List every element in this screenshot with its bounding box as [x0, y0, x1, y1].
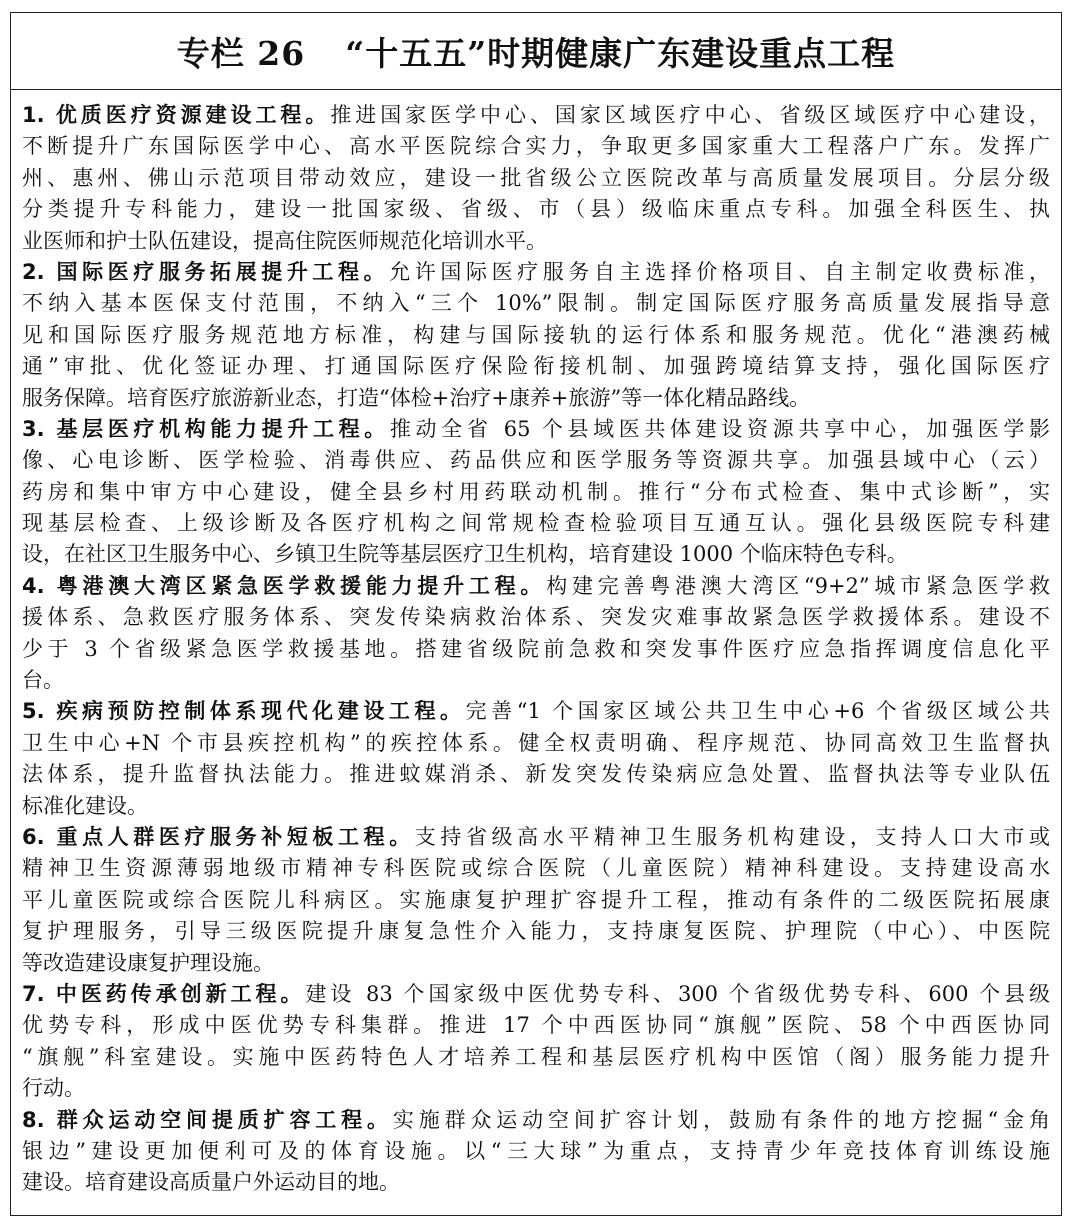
text-line [22, 539, 1050, 570]
text-line [22, 948, 1050, 979]
project-text: 设，在社区卫生服务中心、乡镇卫生院等基层医疗卫生机构，培育建设 1000 个临床特色专科。 [22, 542, 908, 567]
project-list [11, 90, 1061, 1199]
text-line [22, 1167, 1050, 1198]
project-text: 等改造建设康复护理设施。 [22, 950, 274, 975]
project-text: 援体系、急救医疗服务体系、突发传染病救治体系、突发灾难事故紧急医学救援体系。建设不 [22, 605, 1050, 630]
text-line [22, 414, 1050, 445]
project-text: 分类提升专科能力，建设一批国家级、省级、市（县）级临床重点专科。加强全科医生、执 [22, 197, 1050, 222]
project-heading: 6. 重点人群医疗服务补短板工程。 [22, 824, 415, 849]
project-text: 像、心电诊断、医学检验、消毒供应、药品供应和医学服务等资源共享。加强县域中心（云） [22, 448, 1050, 473]
project-text: 精神卫生资源薄弱地级市精神专科医院或综合医院（儿童医院）精神科建设。支持建设高水 [22, 856, 1050, 881]
project-text: 台。 [22, 668, 64, 693]
project-heading: 4. 粤港澳大湾区紧急医学救援能力提升工程。 [22, 573, 547, 598]
project-text: 服务保障。培育医疗旅游新业态，打造“体检+治疗+康养+旅游”等一体化精品路线。 [22, 385, 811, 410]
text-line [22, 288, 1050, 319]
box-title [11, 13, 1061, 90]
text-line [22, 979, 1050, 1010]
text-line [22, 759, 1050, 790]
project-text: 不断提升广东国际医学中心、高水平医院综合实力，争取更多国家重大工程落户广东。发挥广 [22, 134, 1050, 159]
project-item [22, 571, 1050, 697]
text-line [22, 1073, 1050, 1104]
project-text: 见和国际医疗服务规范地方标准，构建与国际接轨的运行体系和服务规范。优化“港澳药械 [22, 322, 1050, 347]
project-text: 优势专科，形成中医优势专科集群。推进 17 个中西医协同“旗舰”医院、58 个中西医协同 [22, 1013, 1050, 1038]
project-text: 州、惠州、佛山示范项目带动效应，建设一批省级公立医院改革与高质量发展项目。分层分级 [22, 165, 1050, 190]
text-line [22, 131, 1050, 162]
project-text: 复护理服务，引导三级医院提升康复急性介入能力，支持康复医院、护理院（中心）、中医院 [22, 919, 1050, 944]
text-line [22, 100, 1050, 131]
project-heading: 2. 国际医疗服务拓展提升工程。 [22, 259, 390, 284]
project-text: 少于 3 个省级紧急医学救援基地。搭建省级院前急救和突发事件医疗应急指挥调度信息化平 [22, 636, 1050, 661]
text-line [22, 1042, 1050, 1073]
project-text: 建设 83 个国家级中医优势专科、300 个省级优势专科、600 个县级 [305, 981, 1050, 1006]
project-item [22, 979, 1050, 1105]
text-line [22, 853, 1050, 884]
project-item [22, 257, 1050, 414]
box-label: 专栏 26 [176, 33, 306, 73]
text-line [22, 822, 1050, 853]
project-text: 构建完善粤港澳大湾区“9+2”城市紧急医学救 [546, 573, 1050, 598]
text-line [22, 257, 1050, 288]
text-line [22, 1010, 1050, 1041]
text-line [22, 791, 1050, 822]
project-item [22, 1105, 1050, 1199]
text-line [22, 383, 1050, 414]
project-text: 完善“1 个国家区域公共卫生中心+6 个省级区域公共 [465, 699, 1050, 724]
text-line [22, 602, 1050, 633]
project-heading: 7. 中医药传承创新工程。 [22, 981, 306, 1006]
text-line [22, 194, 1050, 225]
project-text: 现基层检查、上级诊断及各医疗机构之间常规检查检验项目互通互认。强化县级医院专科建 [22, 511, 1050, 536]
text-line [22, 696, 1050, 727]
project-text: 实施群众运动空间扩容计划，鼓励有条件的地方挖掘“金角 [392, 1107, 1050, 1132]
project-heading: 5. 疾病预防控制体系现代化建设工程。 [22, 699, 466, 724]
text-line [22, 477, 1050, 508]
project-text: 通”审批、优化签证办理、打通国际医疗保险衔接机制、加强跨境结算支持，强化国际医疗 [22, 354, 1050, 379]
text-line [22, 885, 1050, 916]
project-heading: 1. 优质医疗资源建设工程。 [22, 103, 331, 127]
text-line [22, 445, 1050, 476]
project-text: 允许国际医疗服务自主选择价格项目、自主制定收费标准， [389, 259, 1051, 284]
project-text: 建设。培育建设高质量户外运动目的地。 [22, 1170, 400, 1195]
text-line [22, 508, 1050, 539]
text-line [22, 1136, 1050, 1167]
text-line [22, 728, 1050, 759]
project-heading: 3. 基层医疗机构能力提升工程。 [22, 416, 390, 441]
text-line [22, 665, 1050, 696]
project-item [22, 822, 1050, 979]
project-text: 推动全省 65 个县域医共体建设资源共享中心，加强医学影 [389, 416, 1050, 441]
project-text: 推进国家医学中心、国家区域医疗中心、省级区域医疗中心建设， [330, 103, 1050, 127]
text-line [22, 1105, 1050, 1136]
text-line [22, 351, 1050, 382]
text-line [22, 634, 1050, 665]
box-heading: “十五五”时期健康广东建设重点工程 [345, 33, 896, 73]
text-line [22, 916, 1050, 947]
project-text: 平儿童医院或综合医院儿科病区。实施康复护理扩容提升工程，推动有条件的二级医院拓展康 [22, 887, 1050, 912]
project-item [22, 414, 1050, 571]
text-line [22, 226, 1050, 257]
project-text: 标准化建设。 [22, 793, 148, 818]
project-text: 法体系，提升监督执法能力。推进蚊媒消杀、新发突发传染病应急处置、监督执法等专业队伍 [22, 762, 1050, 787]
text-line [22, 320, 1050, 351]
project-text: 银边”建设更加便利可及的体育设施。以“三大球”为重点，支持青少年竞技体育训练设施 [22, 1138, 1050, 1163]
text-line [22, 163, 1050, 194]
project-text: 行动。 [22, 1076, 85, 1101]
project-text: 药房和集中审方中心建设，健全县乡村用药联动机制。推行“分布式检查、集中式诊断”，实 [22, 479, 1050, 504]
project-text: 卫生中心+N 个市县疾控机构”的疾控体系。健全权责明确、程序规范、协同高效卫生监督执 [22, 730, 1050, 755]
project-text: “旗舰”科室建设。实施中医药特色人才培养工程和基层医疗机构中医馆（阁）服务能力提升 [22, 1044, 1050, 1069]
project-text: 不纳入基本医保支付范围，不纳入“三个 10%”限制。制定国际医疗服务高质量发展指导意 [22, 291, 1050, 316]
project-item [22, 696, 1050, 822]
text-line [22, 571, 1050, 602]
project-heading: 8. 群众运动空间提质扩容工程。 [22, 1107, 393, 1132]
project-text: 支持省级高水平精神卫生服务机构建设，支持人口大市或 [414, 824, 1050, 849]
project-item [22, 100, 1050, 257]
project-box [10, 12, 1062, 1216]
project-text: 业医师和护士队伍建设，提高住院医师规范化培训水平。 [22, 228, 547, 253]
